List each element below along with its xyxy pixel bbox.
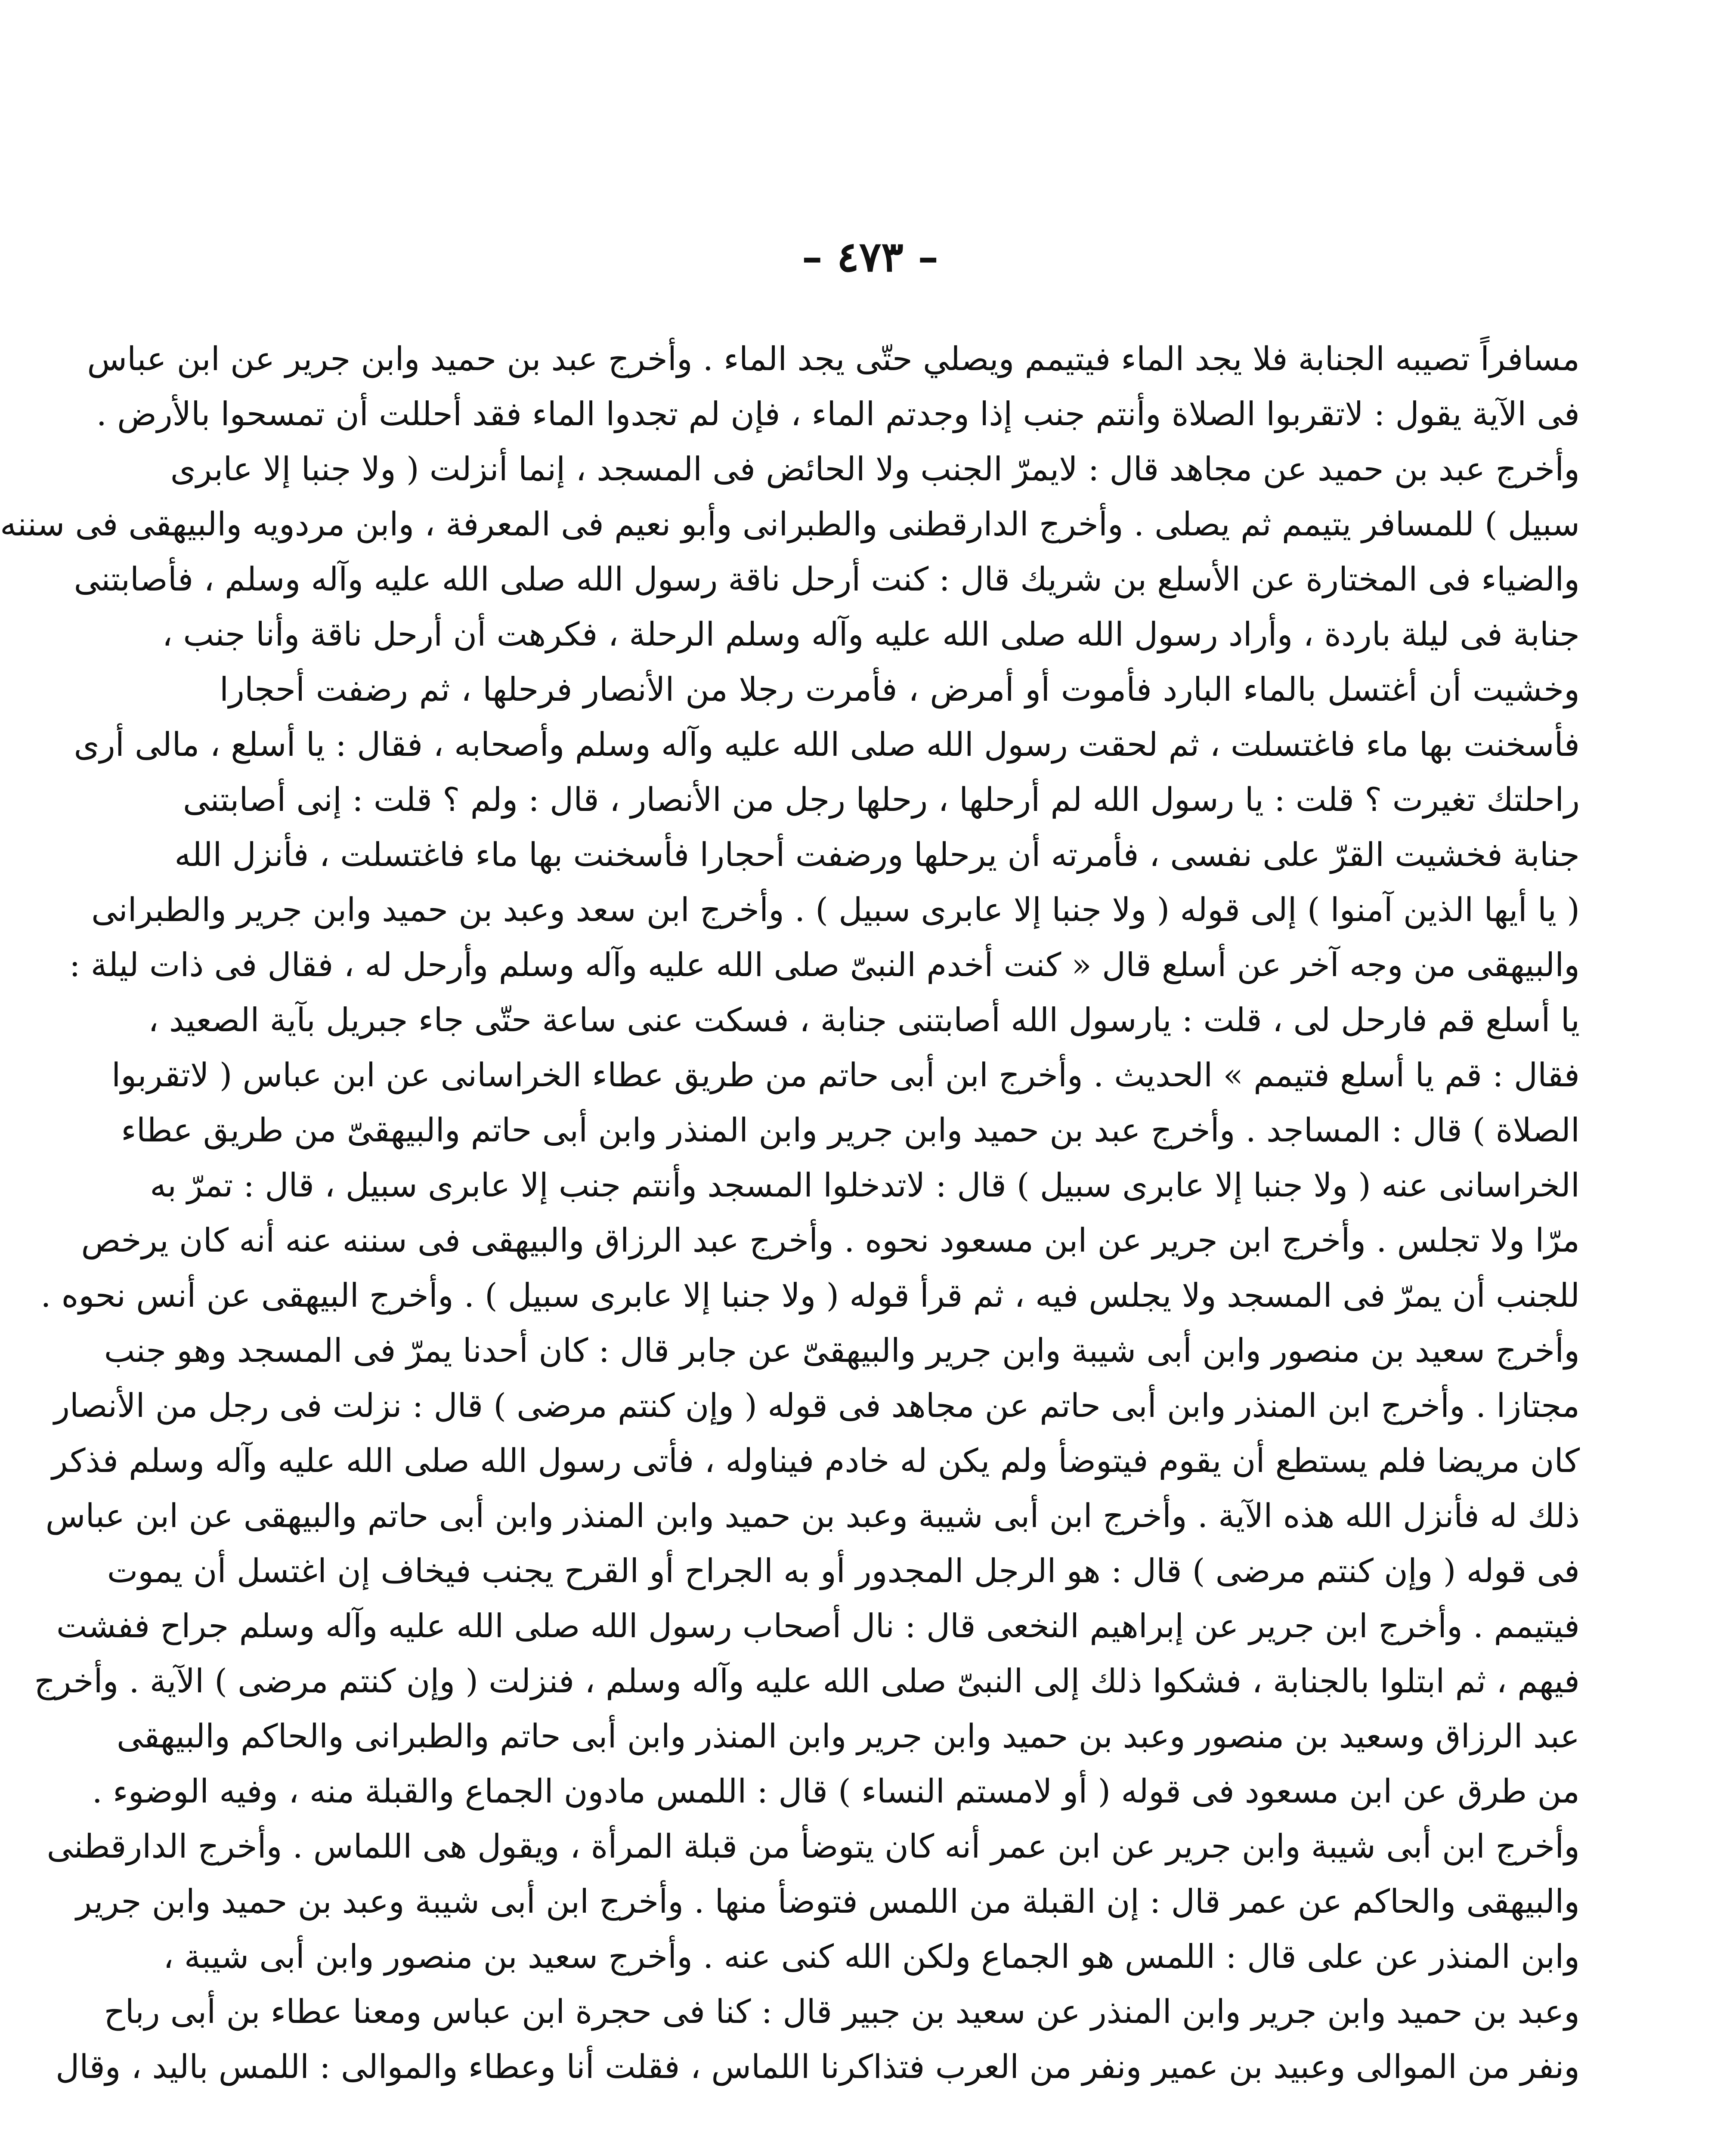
text-line: وعبد بن حميد وابن جرير وابن المنذر عن سعيد بن جبير قال : كنا فى حجرة ابن عباس ومعنا عطاء بن أبى رباح (104, 1992, 1580, 2031)
text-line: عبد الرزاق وسعيد بن منصور وعبد بن حميد وابن جرير وابن المنذر وابن أبى حاتم والطبرانى والحاكم والبيهقى (117, 1717, 1580, 1755)
text-line: من طرق عن ابن مسعود فى قوله ( أو لامستم النساء ) قال : اللمس مادون الجماع والقبلة منه ، وفيه الوضوء . (92, 1772, 1580, 1810)
text-line: ذلك له فأنزل الله هذه الآية . وأخرج ابن أبى شيبة وعبد بن حميد وابن المنذر وابن أبى حاتم والبيهقى عن ابن عباس (45, 1497, 1580, 1535)
text-line: كان مريضا فلم يستطع أن يقوم فيتوضأ ولم يكن له خادم فيناوله ، فأتى رسول الله صلى الله عليه وآله وسلم فذكر (52, 1441, 1580, 1480)
text-line: والبيهقى والحاكم عن عمر قال : إن القبلة من اللمس فتوضأ منها . وأخرج ابن أبى شيبة وعبد بن حميد وابن جرير (76, 1882, 1580, 1920)
text-line: جنابة فى ليلة باردة ، وأراد رسول الله صلى الله عليه وآله وسلم الرحلة ، فكرهت أن أرحل ناقة وأنا جنب ، (162, 615, 1580, 653)
text-line: ( يا أيها الذين آمنوا ) إلى قوله ( ولا جنبا إلا عابرى سبيل ) . وأخرج ابن سعد وعبد بن حميد وابن جرير والطبرانى (91, 890, 1580, 929)
text-line: مجتازا . وأخرج ابن المنذر وابن أبى حاتم عن مجاهد فى قوله ( وإن كنتم مرضى ) قال : نزلت فى رجل من الأنصار (54, 1386, 1580, 1425)
text-line: فيهم ، ثم ابتلوا بالجنابة ، فشكوا ذلك إلى النبىّ صلى الله عليه وآله وسلم ، فنزلت ( وإن كنتم مرضى ) الآية . وأخرج (34, 1662, 1580, 1700)
text-line: ونفر من الموالى وعبيد بن عمير ونفر من العرب فتذاكرنا اللماس ، فقلت أنا وعطاء والموالى : اللمس باليد ، وقال (56, 2047, 1580, 2086)
text-line: راحلتك تغيرت ؟ قلت : يا رسول الله لم أرحلها ، رحلها رجل من الأنصار ، قال : ولم ؟ قلت : إنى أصابتنى (183, 780, 1580, 819)
text-line: سبيل ) للمسافر يتيمم ثم يصلى . وأخرج الدارقطنى والطبرانى وأبو نعيم فى المعرفة ، وابن مردويه والبيهقى فى سننه (0, 505, 1580, 543)
text-line: الخراسانى عنه ( ولا جنبا إلا عابرى سبيل ) قال : لاتدخلوا المسجد وأنتم جنب إلا عابرى سبيل ، قال : تمرّ به (150, 1166, 1580, 1204)
text-line: والضياء فى المختارة عن الأسلع بن شريك قال : كنت أرحل ناقة رسول الله صلى الله عليه وآله وسلم ، فأصابتنى (74, 560, 1580, 598)
text-line: فيتيمم . وأخرج ابن جرير عن إبراهيم النخعى قال : نال أصحاب رسول الله صلى الله عليه وآله وسلم جراح ففشت (56, 1607, 1580, 1645)
text-line: وأخرج عبد بن حميد عن مجاهد قال : لايمرّ الجنب ولا الحائض فى المسجد ، إنما أنزلت ( ولا جنبا إلا عابرى (170, 450, 1580, 488)
text-line: فأسخنت بها ماء فاغتسلت ، ثم لحقت رسول الله صلى الله عليه وآله وسلم وأصحابه ، فقال : يا أسلع ، مالى أرى (74, 725, 1580, 764)
text-line: الصلاة ) قال : المساجد . وأخرج عبد بن حميد وابن جرير وابن المنذر وابن أبى حاتم والبيهقىّ من طريق عطاء (121, 1111, 1580, 1149)
text-line: يا أسلع قم فارحل لى ، قلت : يارسول الله أصابتنى جنابة ، فسكت عنى ساعة حتّى جاء جبريل بآية الصعيد ، (148, 1001, 1580, 1039)
text-line: وأخرج سعيد بن منصور وابن أبى شيبة وابن جرير والبيهقىّ عن جابر قال : كان أحدنا يمرّ فى المسجد وهو جنب (104, 1331, 1580, 1370)
text-line: وابن المنذر عن على قال : اللمس هو الجماع ولكن الله كنى عنه . وأخرج سعيد بن منصور وابن أبى شيبة ، (163, 1937, 1580, 1976)
text-line: والبيهقى من وجه آخر عن أسلع قال « كنت أخدم النبىّ صلى الله عليه وآله وسلم وأرحل له ، فقال فى ذات ليلة : (69, 946, 1580, 984)
text-line: مرّا ولا تجلس . وأخرج ابن جرير عن ابن مسعود نحوه . وأخرج عبد الرزاق والبيهقى فى سننه عنه أنه كان يرخص (81, 1221, 1580, 1259)
page-number: – ٤٧٣ – (801, 232, 939, 281)
text-line: فى قوله ( وإن كنتم مرضى ) قال : هو الرجل المجدور أو به الجراح أو القرح يجنب فيخاف إن اغتسل أن يموت (107, 1552, 1580, 1590)
text-line: للجنب أن يمرّ فى المسجد ولا يجلس فيه ، ثم قرأ قوله ( ولا جنبا إلا عابرى سبيل ) . وأخرج البيهقى عن أنس نحوه . (40, 1276, 1580, 1314)
text-line: جنابة فخشيت القرّ على نفسى ، فأمرته أن يرحلها ورضفت أحجارا فأسخنت بها ماء فاغتسلت ، فأنزل الله (174, 835, 1580, 874)
body-text (0, 331, 1580, 2094)
text-line: وخشيت أن أغتسل بالماء البارد فأموت أو أمرض ، فأمرت رجلا من الأنصار فرحلها ، ثم رضفت أحجارا (220, 670, 1580, 708)
text-line: فى الآية يقول : لاتقربوا الصلاة وأنتم جنب إذا وجدتم الماء ، فإن لم تجدوا الماء فقد أحللت أن تمسحوا بالأرض . (96, 395, 1580, 433)
text-line: وأخرج ابن أبى شيبة وابن جرير عن ابن عمر أنه كان يتوضأ من قبلة المرأة ، ويقول هى اللماس . وأخرج الدارقطنى (46, 1827, 1580, 1865)
text-line: مسافراً تصيبه الجنابة فلا يجد الماء فيتيمم ويصلي حتّى يجد الماء . وأخرج عبد بن حميد وابن جرير عن ابن عباس (87, 340, 1580, 378)
text-line: فقال : قم يا أسلع فتيمم » الحديث . وأخرج ابن أبى حاتم من طريق عطاء الخراسانى عن ابن عباس ( لاتقربوا (111, 1056, 1580, 1094)
